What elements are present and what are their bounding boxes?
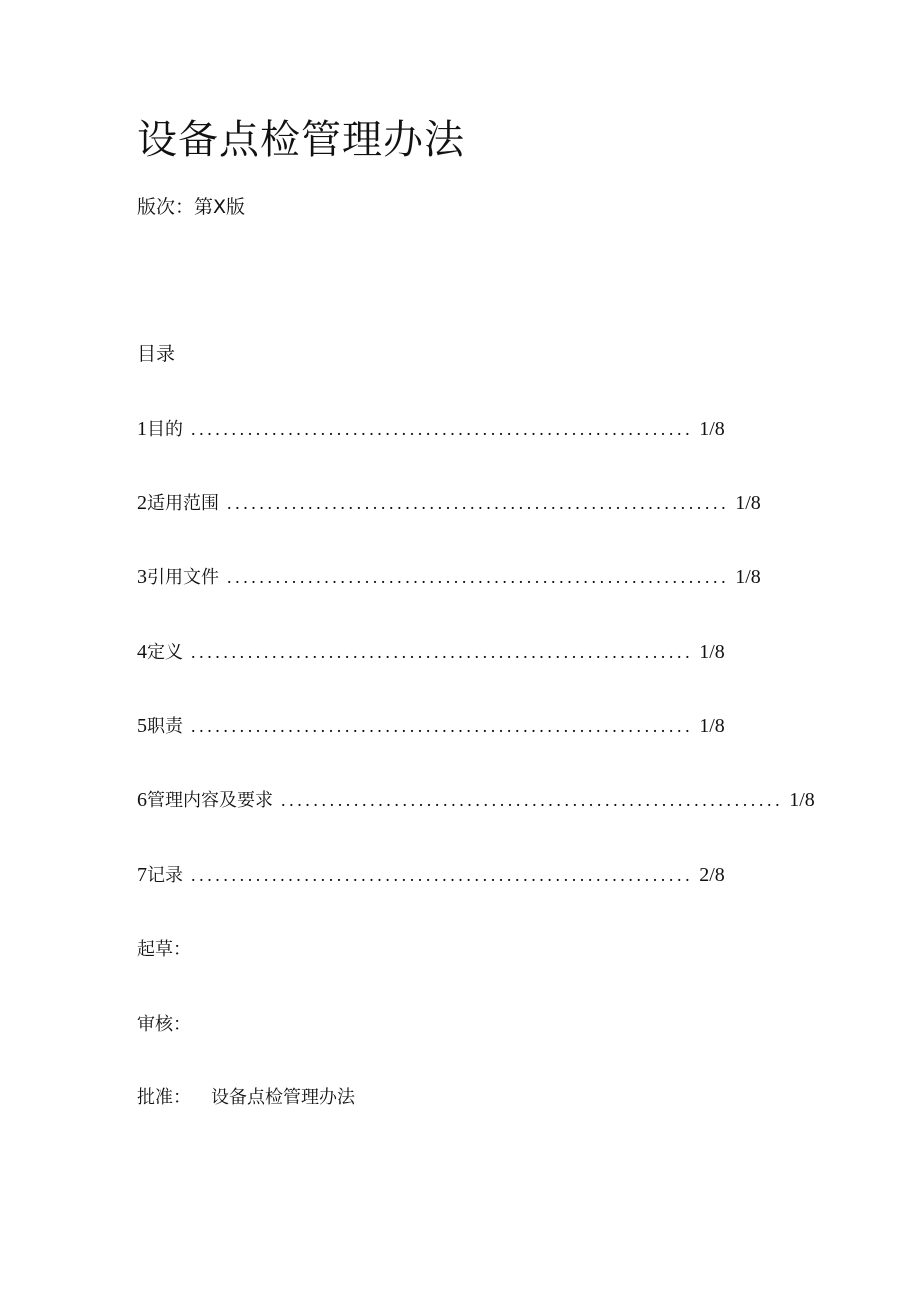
toc-entry-definitions [137, 639, 725, 665]
toc-entry-number: 1 [137, 418, 147, 440]
toc-entry-responsibilities [137, 713, 725, 739]
toc-entry-leader: .............................................................. [191, 716, 694, 736]
toc-entry-leader: .............................................................. [281, 790, 784, 810]
version-line [137, 194, 245, 220]
toc-entry-number: 7 [137, 864, 147, 886]
toc-entry-title: 定义 [147, 642, 183, 663]
approve-line [137, 1085, 355, 1111]
toc-entry-records [137, 862, 725, 888]
toc-entry-title: 适用范围 [147, 493, 219, 514]
toc-entry-page: 1/8 [699, 641, 725, 663]
toc-heading: 目录 [137, 343, 176, 365]
toc-entry-page: 1/8 [735, 492, 761, 514]
toc-entry-page: 1/8 [699, 418, 725, 440]
toc-entry-page: 1/8 [735, 566, 761, 588]
toc-entry-management-content [137, 787, 815, 813]
toc-entry-title: 管理内容及要求 [147, 790, 273, 811]
toc-entry-leader: .............................................................. [191, 419, 694, 439]
toc-entry-leader: .............................................................. [191, 642, 694, 662]
toc-entry-title: 记录 [147, 865, 183, 886]
version-value: 第X版 [194, 196, 246, 218]
toc-entry-references [137, 564, 761, 590]
toc-entry-page: 1/8 [699, 715, 725, 737]
toc-entry-leader: .............................................................. [227, 567, 730, 587]
version-label: 版次： [137, 196, 195, 218]
document-title: 设备点检管理办法 [137, 117, 465, 163]
toc-entry-title: 目的 [147, 419, 183, 440]
toc-entry-leader: .............................................................. [191, 865, 694, 885]
approve-label: 批准： [137, 1087, 191, 1108]
toc-entry-title: 引用文件 [147, 567, 219, 588]
toc-entry-title: 职责 [147, 716, 183, 737]
draft-label: 起草： [137, 939, 191, 960]
toc-entry-leader: .............................................................. [227, 493, 730, 513]
toc-entry-number: 2 [137, 492, 147, 514]
toc-entry-purpose [137, 416, 725, 442]
toc-entry-scope [137, 490, 761, 516]
toc-entry-number: 5 [137, 715, 147, 737]
approve-value: 设备点检管理办法 [211, 1087, 355, 1108]
review-line [137, 1012, 191, 1038]
review-label: 审核： [137, 1014, 191, 1035]
toc-entry-page: 2/8 [699, 864, 725, 886]
draft-line [137, 937, 191, 963]
toc-entry-page: 1/8 [789, 789, 815, 811]
toc-entry-number: 3 [137, 566, 147, 588]
toc-entry-number: 4 [137, 641, 147, 663]
toc-entry-number: 6 [137, 789, 147, 811]
